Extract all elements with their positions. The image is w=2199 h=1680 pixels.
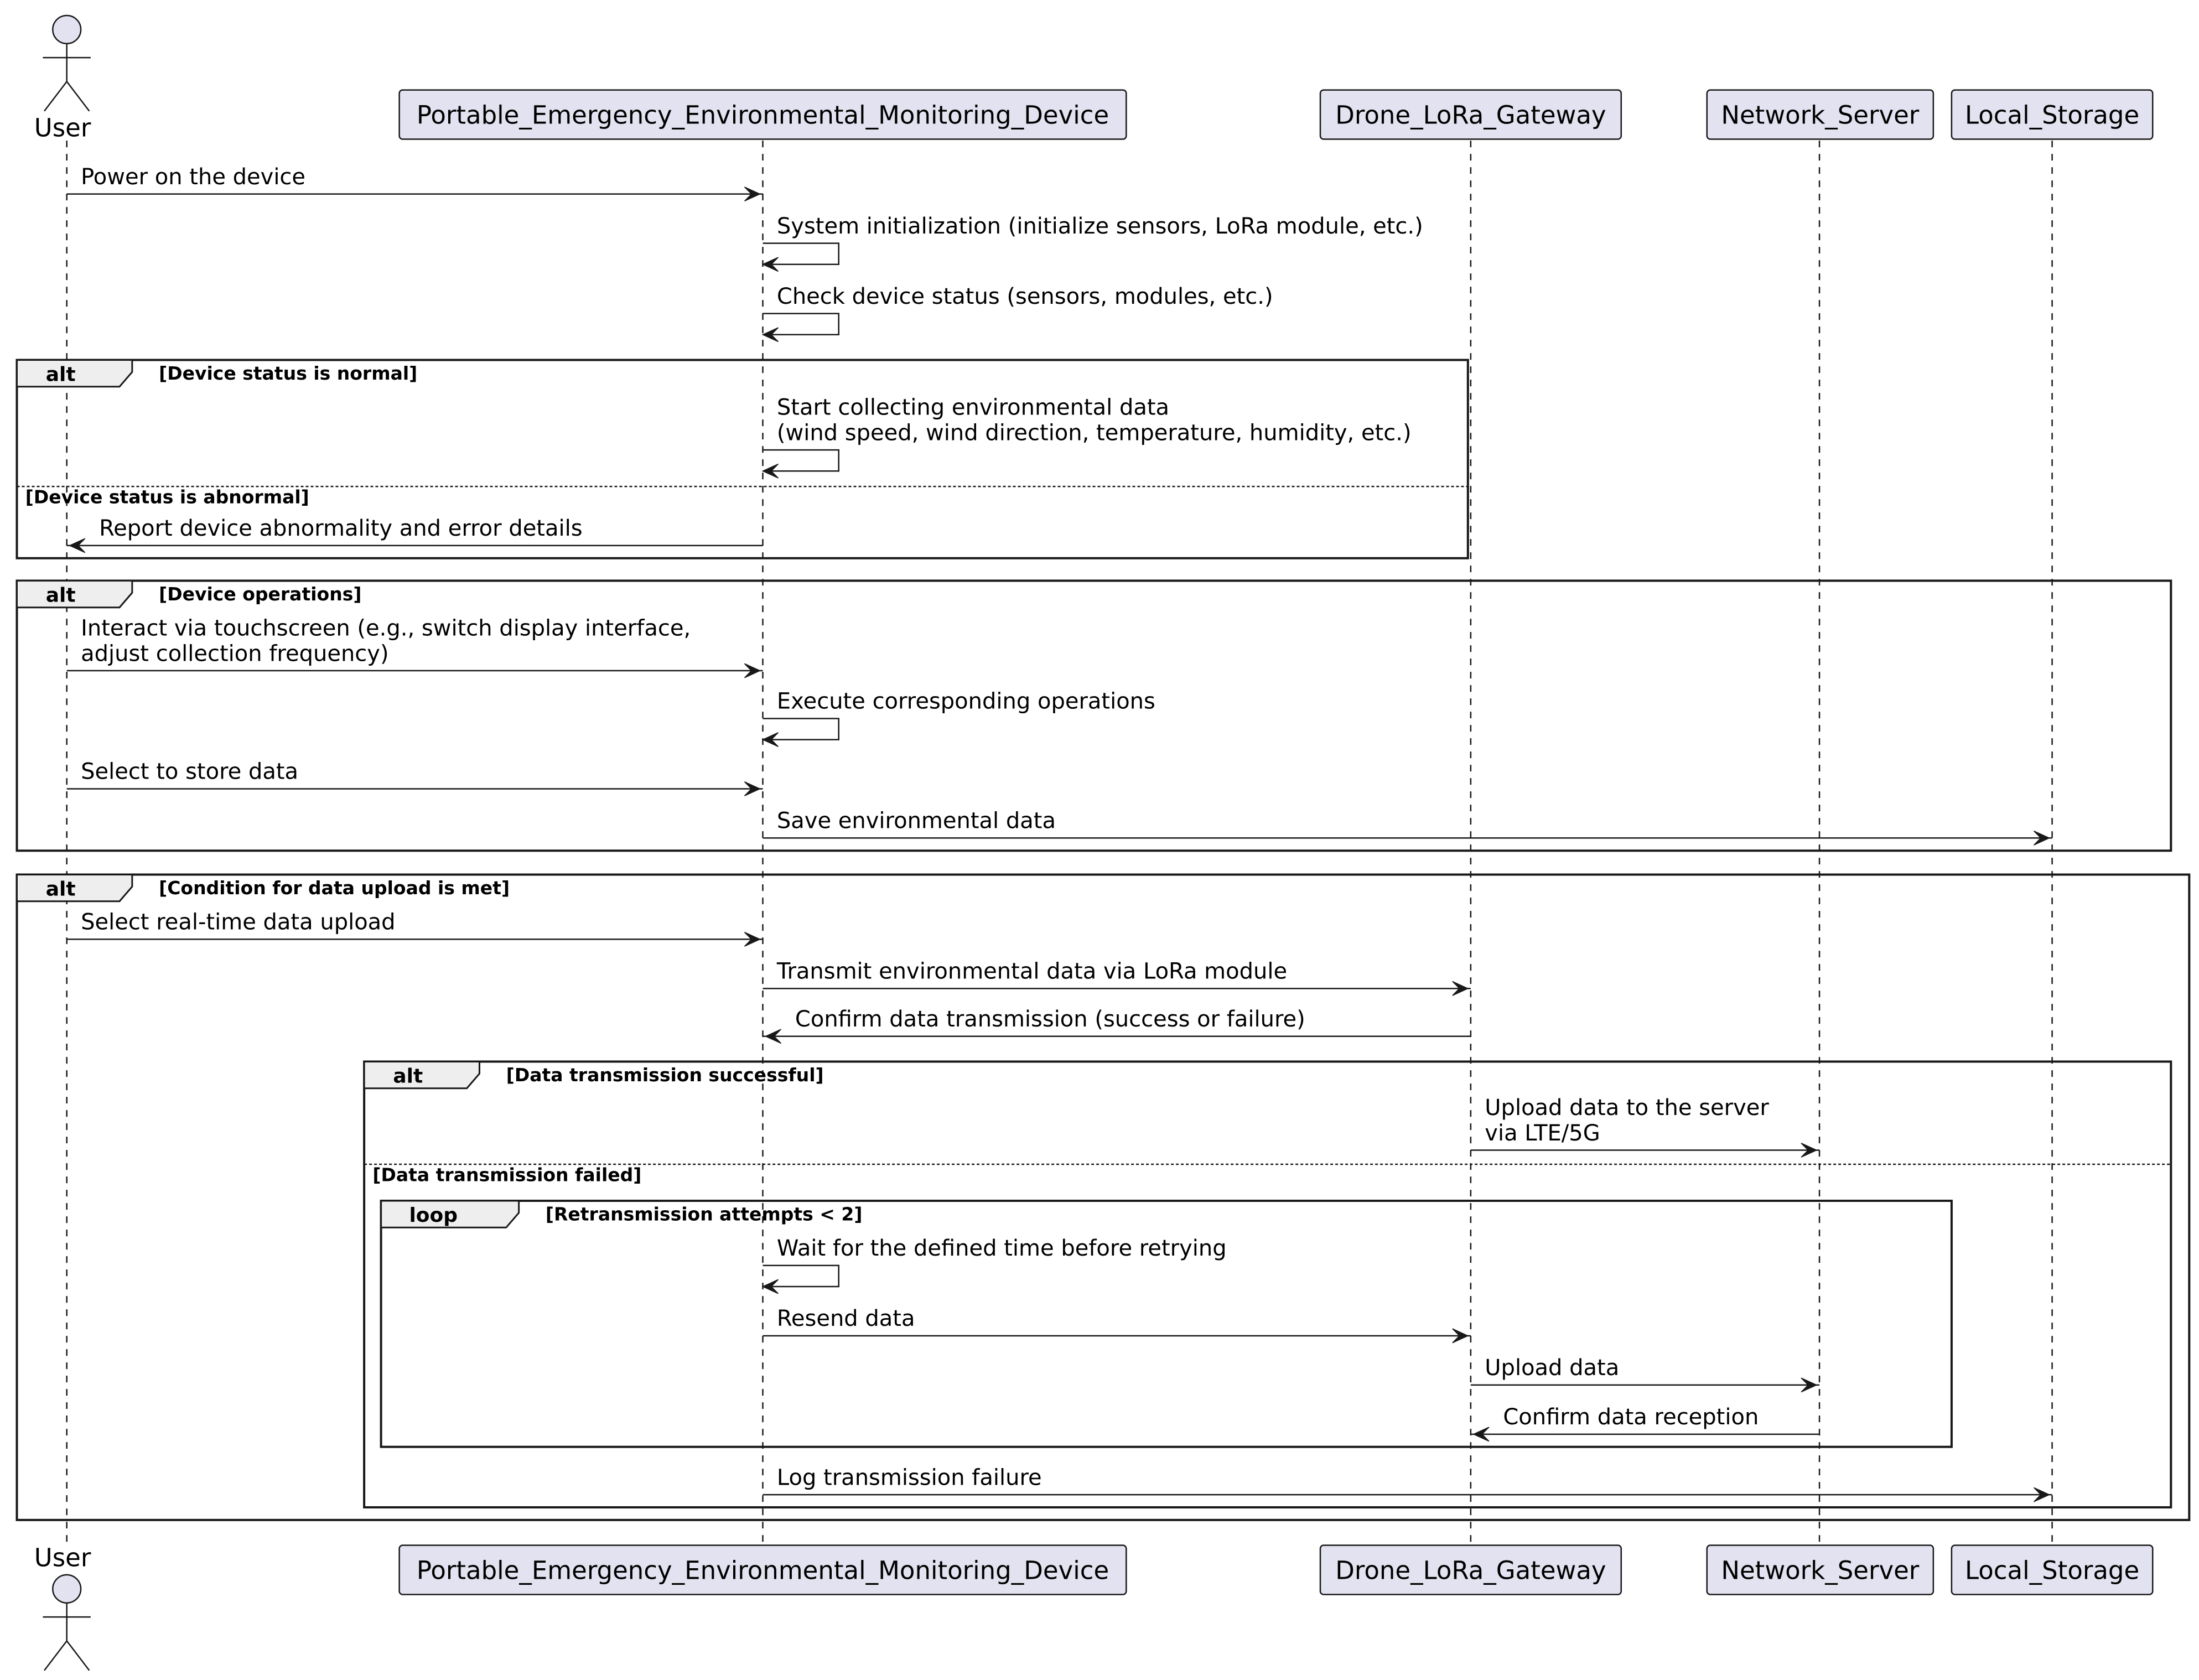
m3-label-line-1: Check device status (sensors, modules, etc.) — [776, 283, 1273, 309]
m12-label-line-1: Confirm data transmission (success or failure) — [795, 1006, 1305, 1032]
m6-label-line-1: Interact via touchscreen (e.g., switch display interface, — [81, 615, 691, 641]
f2-frame-label: alt — [45, 584, 76, 607]
m6-label-line-2: adjust collection frequency) — [81, 641, 389, 667]
f2-frame-guard: [Device operations] — [159, 583, 362, 605]
m11-label-line-1: Transmit environmental data via LoRa module — [776, 958, 1288, 984]
f1-frame-guard: [Device status is normal] — [159, 362, 418, 385]
server-participant-label-bottom: Network_Server — [1721, 1555, 1920, 1585]
f1-frame-label: alt — [45, 363, 76, 386]
device-participant-label-bottom: Portable_Emergency_Environmental_Monitoring_Device — [416, 1555, 1109, 1585]
m4-label-line-1: Start collecting environmental data — [776, 395, 1170, 421]
f4-else-guard: [Data transmission failed] — [372, 1164, 642, 1186]
f3-frame-label: alt — [45, 878, 76, 901]
user-actor-icon-top — [43, 15, 91, 111]
f3-frame-guard: [Condition for data upload is met] — [159, 877, 510, 899]
m7-label-line-1: Execute corresponding operations — [776, 688, 1155, 714]
m15-label-line-1: Resend data — [776, 1306, 915, 1332]
m5-label-line-1: Report device abnormality and error details — [99, 516, 583, 542]
actor-left-leg — [44, 1641, 67, 1670]
m8-label-line-1: Select to store data — [81, 759, 299, 785]
actor-head — [53, 1575, 81, 1603]
m14-label-line-1: Wait for the defined time before retrying — [776, 1236, 1227, 1262]
m10-label-line-1: Select real-time data upload — [81, 909, 396, 935]
actor-right-leg — [67, 81, 90, 111]
actor-head — [53, 15, 81, 44]
gateway-participant-label-bottom: Drone_LoRa_Gateway — [1335, 1555, 1606, 1585]
m13-label-line-2: via LTE/5G — [1485, 1120, 1600, 1146]
m17-label-line-1: Confirm data reception — [1503, 1404, 1759, 1430]
gateway-participant-label-top: Drone_LoRa_Gateway — [1335, 100, 1606, 130]
user-participant-label-bottom: User — [34, 1543, 91, 1573]
f4-frame-label: alt — [393, 1065, 423, 1088]
f5-frame-label: loop — [409, 1204, 458, 1227]
f4-frame-guard: [Data transmission successful] — [506, 1064, 824, 1086]
m13-label-line-1: Upload data to the server — [1485, 1095, 1769, 1121]
m16-label-line-1: Upload data — [1485, 1355, 1620, 1381]
storage-participant-label-bottom: Local_Storage — [1964, 1555, 2140, 1585]
f4-frame — [364, 1061, 2171, 1507]
actor-left-leg — [44, 81, 67, 111]
m18-label-line-1: Log transmission failure — [776, 1465, 1042, 1491]
m4-label-line-2: (wind speed, wind direction, temperature, humidity, etc.) — [776, 420, 1412, 446]
user-participant-label-top: User — [34, 113, 91, 143]
m9-label-line-1: Save environmental data — [776, 808, 1056, 834]
m2-label-line-1: System initialization (initialize sensors, LoRa module, etc.) — [776, 213, 1423, 239]
f1-else-guard: [Device status is abnormal] — [25, 486, 309, 508]
storage-participant-label-top: Local_Storage — [1964, 100, 2140, 130]
user-actor-icon-bottom — [43, 1575, 91, 1671]
server-participant-label-top: Network_Server — [1721, 100, 1920, 130]
m1-label-line-1: Power on the device — [81, 164, 306, 190]
device-participant-label-top: Portable_Emergency_Environmental_Monitoring_Device — [416, 100, 1109, 130]
actor-right-leg — [67, 1641, 90, 1670]
f5-frame-guard: [Retransmission attempts < 2] — [545, 1203, 863, 1225]
